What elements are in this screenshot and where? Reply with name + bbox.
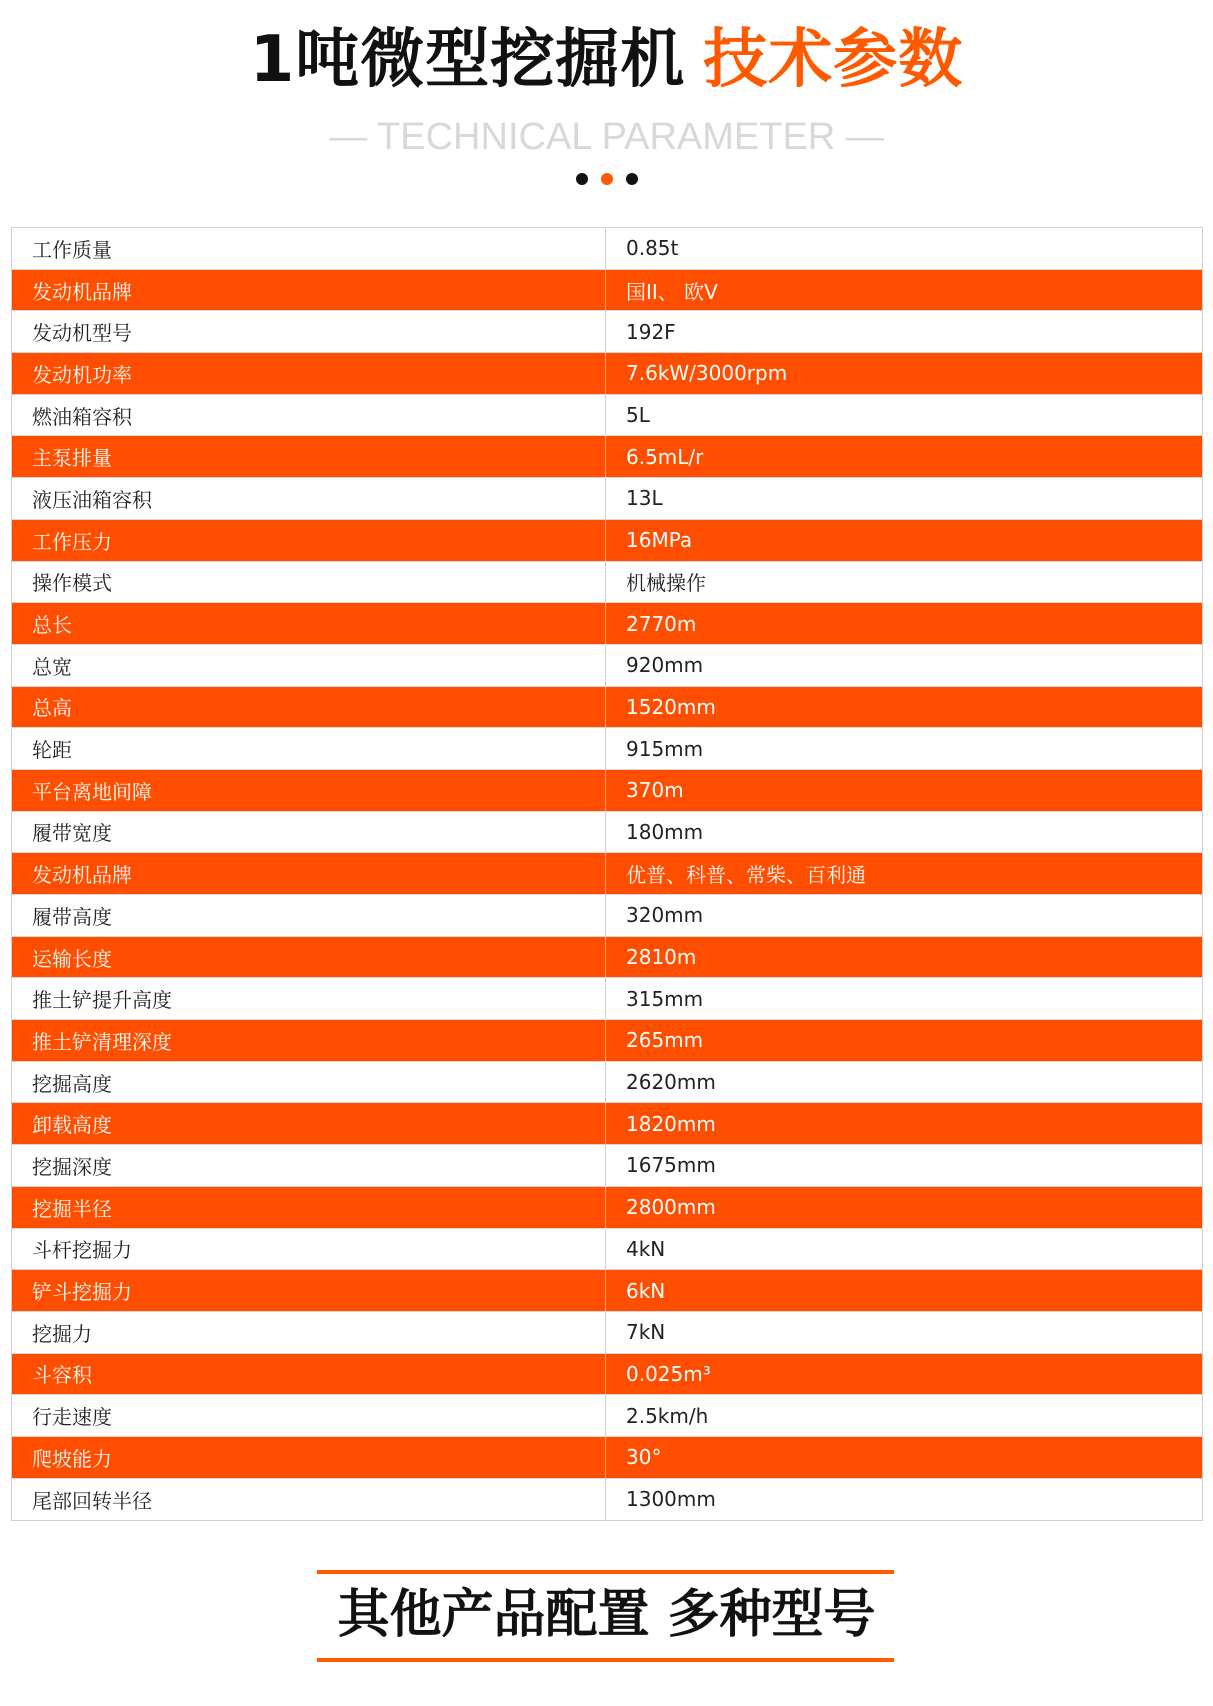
spec-label: 挖掘力 (12, 1312, 606, 1353)
spec-value: 2800mm (626, 1195, 716, 1220)
page-subtitle: — TECHNICAL PARAMETER — (329, 116, 884, 158)
table-row (12, 228, 1202, 270)
table-row (12, 1270, 1202, 1312)
table-row (12, 1479, 1202, 1521)
table-row (12, 1312, 1202, 1354)
spec-value: 13L (626, 486, 663, 511)
spec-label: 挖掘高度 (12, 1062, 606, 1103)
spec-label: 尾部回转半径 (12, 1479, 606, 1521)
spec-label: 爬坡能力 (12, 1437, 606, 1478)
table-row (12, 562, 1202, 604)
spec-value: 6kN (626, 1278, 666, 1303)
table-row (12, 1020, 1202, 1062)
spec-label: 工作压力 (12, 520, 606, 561)
spec-label: 发动机功率 (12, 353, 606, 394)
spec-value: 1520mm (626, 694, 716, 719)
title-accent: 技术参数 (703, 23, 964, 97)
spec-label: 斗杆挖掘力 (12, 1229, 606, 1270)
table-row (12, 853, 1202, 895)
spec-value: 0.85t (626, 236, 679, 261)
table-row (12, 728, 1202, 770)
title-main: 1吨微型挖掘机 (249, 23, 686, 97)
spec-value: 2.5km/h (626, 1403, 709, 1428)
table-row (12, 812, 1202, 854)
spec-value: 0.025m³ (626, 1361, 711, 1386)
table-row (12, 1395, 1202, 1437)
spec-value: 2810m (626, 945, 697, 970)
page-title (0, 22, 1213, 98)
spec-label: 工作质量 (12, 228, 606, 269)
spec-label: 推土铲清理深度 (12, 1020, 606, 1061)
table-row (12, 353, 1202, 395)
table-row (12, 520, 1202, 562)
table-row (12, 1354, 1202, 1396)
spec-value: 315mm (626, 986, 704, 1011)
table-row (12, 478, 1202, 520)
spec-label: 总长 (12, 603, 606, 644)
table-row (12, 978, 1202, 1020)
spec-label: 发动机品牌 (12, 270, 606, 311)
spec-label: 挖掘深度 (12, 1145, 606, 1186)
spec-label: 履带宽度 (12, 812, 606, 853)
table-row (12, 895, 1202, 937)
table-row (12, 270, 1202, 312)
spec-value: 机械操作 (626, 571, 706, 596)
spec-value: 16MPa (626, 528, 693, 553)
spec-table (11, 227, 1203, 1521)
section-title: 其他产品配置 多种型号 (337, 1585, 876, 1645)
table-row (12, 395, 1202, 437)
spec-label: 平台离地间障 (12, 770, 606, 811)
spec-label: 液压油箱容积 (12, 478, 606, 519)
spec-value: 2620mm (626, 1070, 716, 1095)
spec-label: 主泵排量 (12, 436, 606, 477)
table-row (12, 687, 1202, 729)
spec-value: 1675mm (626, 1153, 716, 1178)
spec-label: 燃油箱容积 (12, 395, 606, 436)
table-row (12, 1103, 1202, 1145)
table-row (12, 603, 1202, 645)
spec-value: 920mm (626, 653, 704, 678)
table-row (12, 1437, 1202, 1479)
table-row (12, 1145, 1202, 1187)
spec-label: 行走速度 (12, 1395, 606, 1436)
spec-value: 7.6kW/3000rpm (626, 361, 788, 386)
table-row (12, 311, 1202, 353)
spec-label: 总宽 (12, 645, 606, 686)
spec-label: 铲斗挖掘力 (12, 1270, 606, 1311)
spec-label: 总高 (12, 687, 606, 728)
section-divider-top (317, 1570, 894, 1574)
table-row (12, 645, 1202, 687)
spec-label: 轮距 (12, 728, 606, 769)
spec-value: 915mm (626, 736, 704, 761)
spec-value: 370m (626, 778, 684, 803)
dot-icon (576, 173, 588, 185)
table-row (12, 770, 1202, 812)
decorative-dots (0, 173, 1213, 185)
table-row (12, 1229, 1202, 1271)
dot-icon (626, 173, 638, 185)
spec-value: 7kN (626, 1320, 666, 1345)
spec-value: 优普、科普、常柴、百利通 (626, 863, 866, 888)
dot-icon-accent (601, 173, 613, 185)
spec-label: 操作模式 (12, 562, 606, 603)
spec-label: 发动机品牌 (12, 853, 606, 894)
spec-value: 192F (626, 319, 676, 344)
spec-label: 发动机型号 (12, 311, 606, 352)
spec-value: 180mm (626, 819, 704, 844)
table-row (12, 937, 1202, 979)
section-divider-bottom (317, 1658, 894, 1662)
table-row (12, 436, 1202, 478)
spec-value: 1300mm (626, 1487, 716, 1512)
table-row (12, 1062, 1202, 1104)
spec-label: 卸载高度 (12, 1103, 606, 1144)
spec-value: 320mm (626, 903, 704, 928)
table-row (12, 1187, 1202, 1229)
spec-label: 斗容积 (12, 1354, 606, 1395)
spec-value: 国II、 欧V (626, 279, 718, 304)
spec-label: 推土铲提升高度 (12, 978, 606, 1019)
spec-label: 履带高度 (12, 895, 606, 936)
spec-value: 4kN (626, 1236, 666, 1261)
spec-label: 挖掘半径 (12, 1187, 606, 1228)
spec-value: 5L (626, 403, 650, 428)
spec-value: 30° (626, 1445, 662, 1470)
spec-value: 1820mm (626, 1111, 716, 1136)
spec-label: 运输长度 (12, 937, 606, 978)
spec-value: 6.5mL/r (626, 444, 704, 469)
spec-value: 2770m (626, 611, 697, 636)
spec-value: 265mm (626, 1028, 704, 1053)
